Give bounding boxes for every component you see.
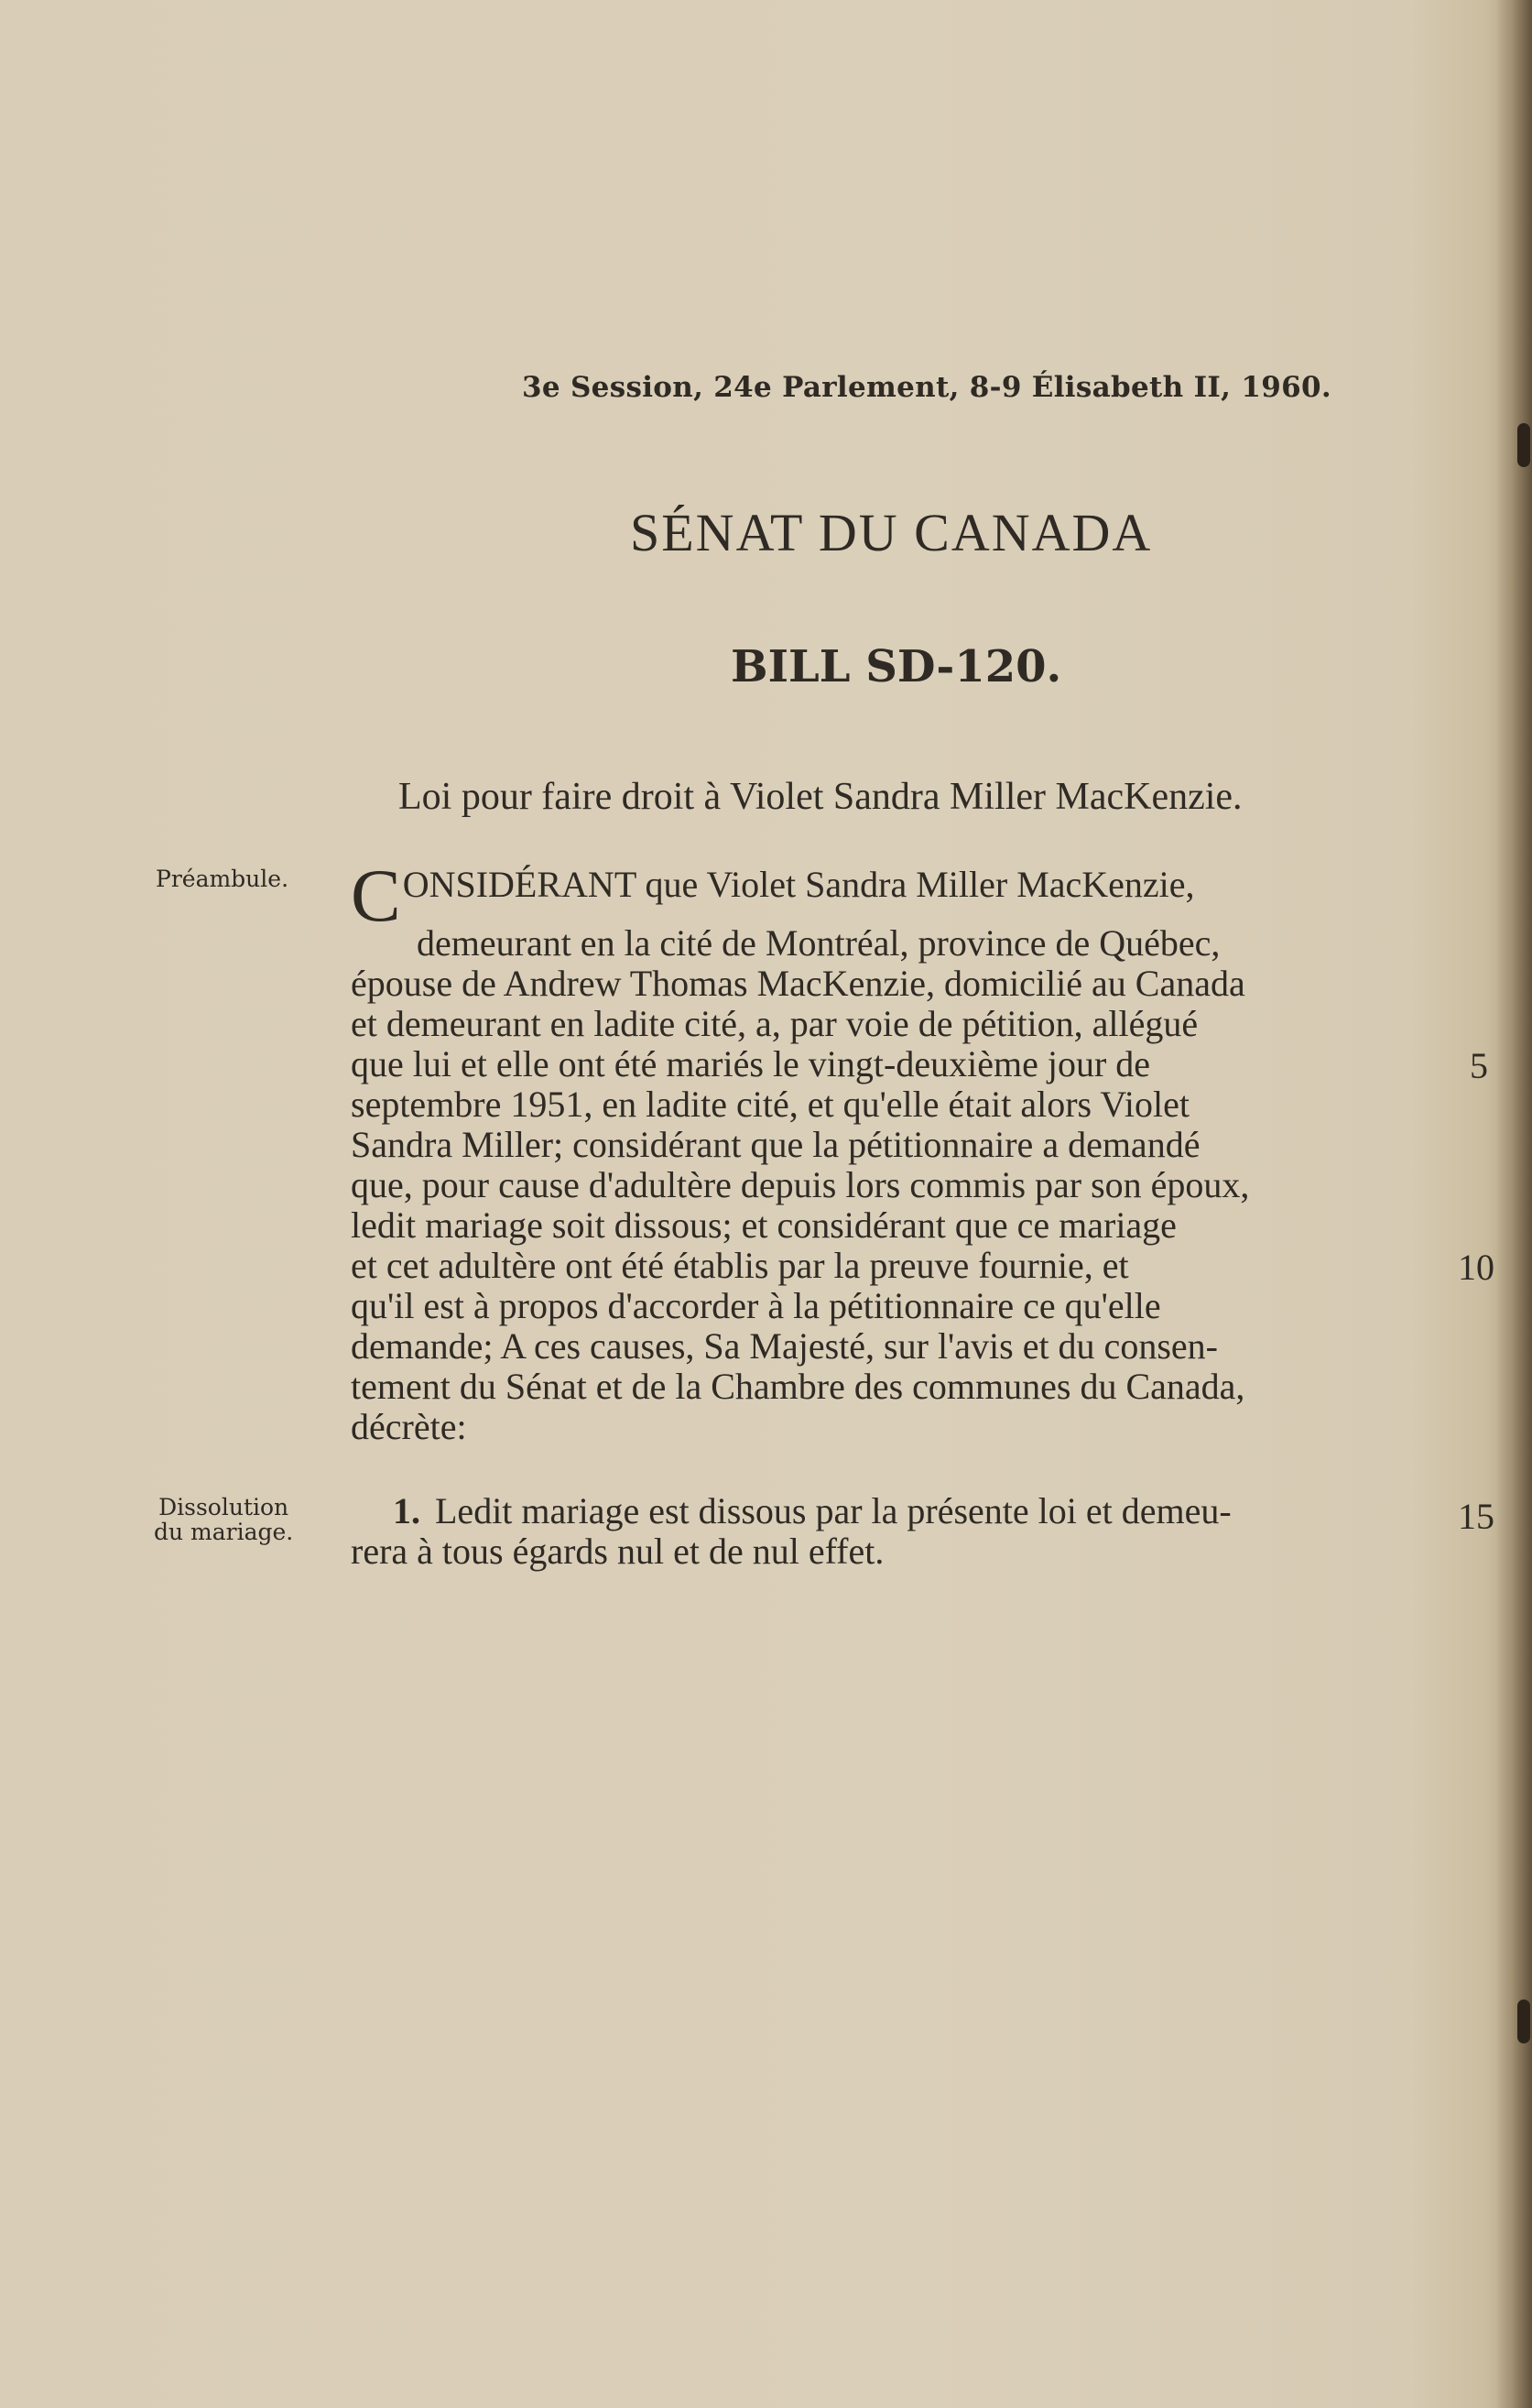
preamble-line-8: que, pour cause d'adultère depuis lors commis par son époux, bbox=[351, 1164, 1250, 1205]
preamble-line-5: que lui et elle ont été mariés le vingt-deuxième jour de bbox=[351, 1043, 1151, 1084]
line-number-5: 5 bbox=[1470, 1045, 1488, 1086]
preamble-line-1: CONSIDÉRANT que Violet Sandra Miller MacKenzie, bbox=[351, 854, 1195, 937]
preamble-line-7: Sandra Miller; considérant que la pétitionnaire a demandé bbox=[351, 1124, 1201, 1165]
binding-hole-bottom bbox=[1517, 1999, 1530, 2043]
section-1-line-2: rera à tous égards nul et de nul effet. bbox=[351, 1531, 885, 1572]
preamble-line-13: tement du Sénat et de la Chambre des communes du Canada, bbox=[351, 1366, 1245, 1407]
section-1-number: 1. bbox=[393, 1490, 420, 1531]
bill-number: BILL SD-120. bbox=[731, 641, 1062, 692]
preamble-line-2: demeurant en la cité de Montréal, province de Québec, bbox=[417, 922, 1221, 964]
session-line: 3e Session, 24e Parlement, 8-9 Élisabeth II, 1960. bbox=[522, 371, 1331, 404]
line-number-15: 15 bbox=[1458, 1496, 1494, 1537]
margin-note-preamble: Préambule. bbox=[156, 866, 289, 892]
line-number-10: 10 bbox=[1458, 1247, 1494, 1288]
preamble-line-6: septembre 1951, en ladite cité, et qu'elle était alors Violet bbox=[351, 1084, 1190, 1125]
preamble-line-3: épouse de Andrew Thomas MacKenzie, domicilié au Canada bbox=[351, 963, 1245, 1004]
bill-title: Loi pour faire droit à Violet Sandra Miller MacKenzie. bbox=[398, 776, 1243, 818]
preamble-line-14: décrète: bbox=[351, 1406, 467, 1447]
preamble-line-11: qu'il est à propos d'accorder à la pétitionnaire ce qu'elle bbox=[351, 1285, 1161, 1326]
dropcap-letter: C bbox=[351, 854, 401, 937]
margin-note-dissolution-line1: Dissolution bbox=[158, 1494, 289, 1520]
chamber-title: SÉNAT DU CANADA bbox=[630, 503, 1153, 562]
preamble-line-4: et demeurant en ladite cité, a, par voie de pétition, allégué bbox=[351, 1003, 1199, 1044]
margin-note-dissolution bbox=[154, 1495, 293, 1544]
section-1 bbox=[351, 1491, 1450, 1572]
preamble-text bbox=[351, 854, 1450, 1447]
page-binding-edge bbox=[1495, 0, 1532, 2408]
preamble-line-10: et cet adultère ont été établis par la preuve fournie, et bbox=[351, 1245, 1129, 1286]
preamble-line-9: ledit mariage soit dissous; et considérant que ce mariage bbox=[351, 1204, 1177, 1246]
preamble-line-12: demande; A ces causes, Sa Majesté, sur l'avis et du consen- bbox=[351, 1325, 1218, 1367]
section-1-text-1: Ledit mariage est dissous par la présente loi et demeu- bbox=[435, 1490, 1232, 1531]
section-1-line-1 bbox=[351, 1491, 1450, 1531]
margin-note-dissolution-line2: du mariage. bbox=[154, 1519, 294, 1545]
binding-hole-top bbox=[1517, 423, 1530, 467]
